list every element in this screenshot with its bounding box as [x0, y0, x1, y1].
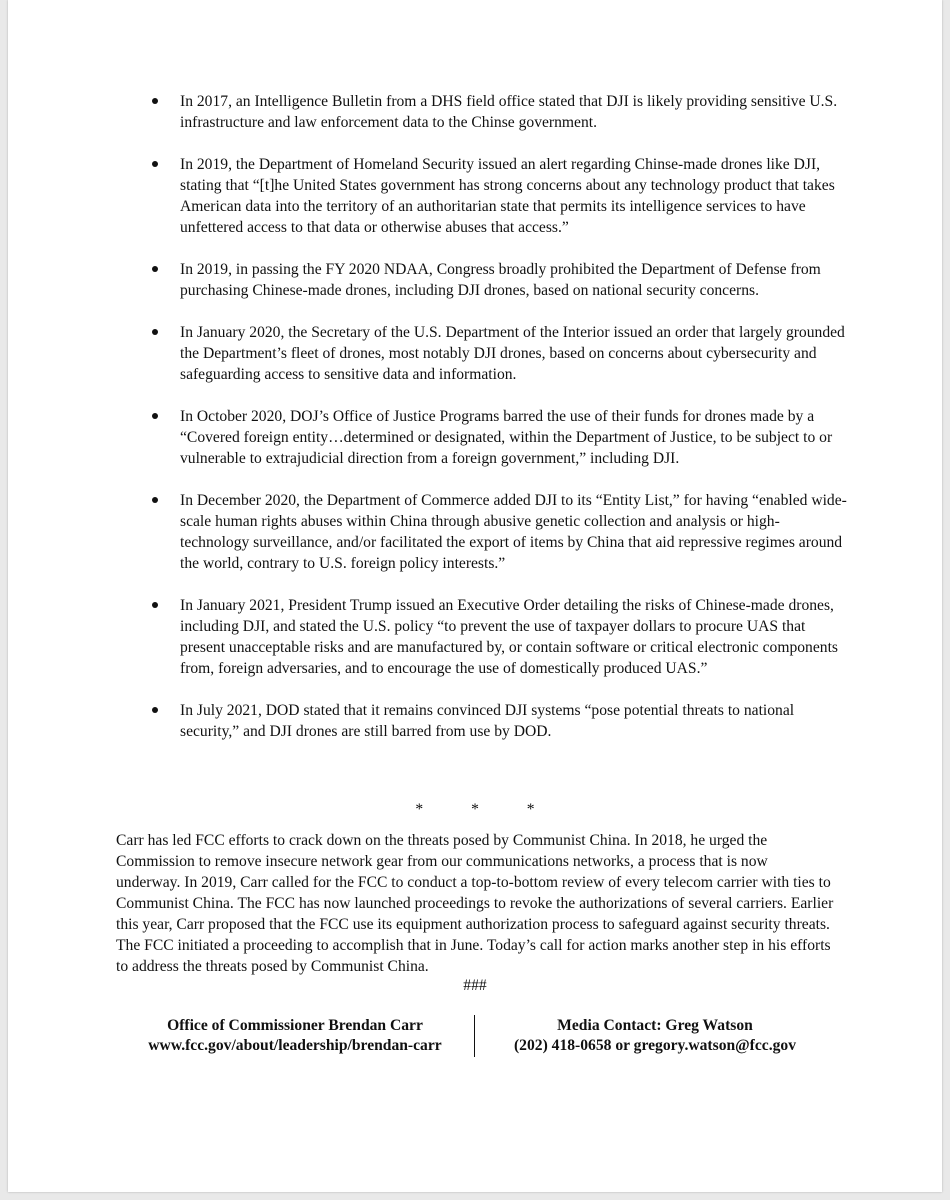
separator-star: * — [471, 801, 479, 818]
bullet-icon — [152, 98, 158, 104]
list-item — [148, 700, 848, 742]
media-contact-name: Media Contact: Greg Watson — [557, 1017, 753, 1034]
bullet-icon — [152, 602, 158, 608]
list-item — [148, 490, 848, 574]
bullet-text: In January 2020, the Secretary of the U.S. Department of the Interior issued an order that largely grounded the Department’s fleet of drones, most notably DJI drones, based on concerns about cybersecurity and safeguarding access to sensitive data and information. — [180, 324, 845, 383]
separator-star: * — [415, 801, 424, 818]
bullet-icon — [152, 266, 158, 272]
list-item — [148, 154, 848, 238]
bullet-text: In 2017, an Intelligence Bulletin from a DHS field office stated that DJI is likely providing sensitive U.S. infrastructure and law enforcement data to the Chinse government. — [180, 93, 838, 131]
bullet-text: In 2019, the Department of Homeland Security issued an alert regarding Chinse-made drones like DJI, stating that “[t]he United States government has strong concerns about any technology product that takes American data into the territory of an authoritarian state that permits its intelligence services to have unfettered access to that data or otherwise abuses that access.” — [180, 156, 835, 236]
bullet-icon — [152, 707, 158, 713]
bullet-icon — [152, 329, 158, 335]
bullet-icon — [152, 413, 158, 419]
bullet-text: In October 2020, DOJ’s Office of Justice Programs barred the use of their funds for drones made by a “Covered foreign entity…determined or designated, within the Department of Justice, to be subject to or vulnerable to extrajudicial direction from a foreign government,” including DJI. — [180, 408, 833, 467]
footer-divider — [474, 1015, 475, 1057]
section-separator — [8, 799, 942, 820]
bullet-icon — [152, 497, 158, 503]
bullet-text: In July 2021, DOD stated that it remains convinced DJI systems “pose potential threats to national security,” and DJI drones are still barred from use by DOD. — [180, 702, 795, 740]
media-contact-details: (202) 418-0658 or gregory.watson@fcc.gov — [513, 1037, 796, 1054]
bullet-list — [148, 91, 848, 763]
list-item — [148, 322, 848, 385]
list-item — [148, 595, 848, 679]
list-item — [148, 259, 848, 301]
office-url: www.fcc.gov/about/leadership/brendan-carr — [148, 1037, 442, 1054]
bullet-text: In January 2021, President Trump issued an Executive Order detailing the risks of Chinese-made drones, including DJI, and stated the U.S. policy “to prevent the use of taxpayer dollars to procure UAS that present unacceptable risks and are manufactured by, or contain software or critical electronic components from, foreign adversaries, and to encourage the use of domestically produced UAS.” — [180, 597, 838, 677]
office-name: Office of Commissioner Brendan Carr — [167, 1017, 423, 1034]
list-item — [148, 406, 848, 469]
separator-star: * — [526, 801, 535, 818]
closing-paragraph: Carr has led FCC efforts to crack down on the threats posed by Communist China. In 2018, he urged the Commission to remove insecure network gear from our communications networks, a process that is now underway. In 2019, Carr called for the FCC to conduct a top-to-bottom review of every telecom carrier with ties to Communist China. The FCC has now launched proceedings to revoke the authorizations of several carriers. Earlier this year, Carr proposed that the FCC use its equipment authorization process to safeguard against security threats. The FCC initiated a proceeding to accomplish that in June. Today’s call for action marks another step in his efforts to address the threats posed by Communist China. — [116, 832, 834, 975]
list-item — [148, 91, 848, 133]
end-mark: ### — [463, 977, 487, 994]
bullet-text: In December 2020, the Department of Commerce added DJI to its “Entity List,” for having “enabled wide-scale human rights abuses within China through abusive genetic collection and analysis or high-technology surveillance, and/or facilitated the export of items by China that aid repressive regimes around the world, contrary to U.S. foreign policy interests.” — [180, 492, 847, 572]
footer-media-contact — [480, 1016, 830, 1056]
footer-office — [118, 1016, 472, 1056]
document-page — [8, 0, 942, 1192]
bullet-text: In 2019, in passing the FY 2020 NDAA, Congress broadly prohibited the Department of Defense from purchasing Chinese-made drones, including DJI drones, based on national security concerns. — [180, 261, 821, 299]
bullet-icon — [152, 161, 158, 167]
